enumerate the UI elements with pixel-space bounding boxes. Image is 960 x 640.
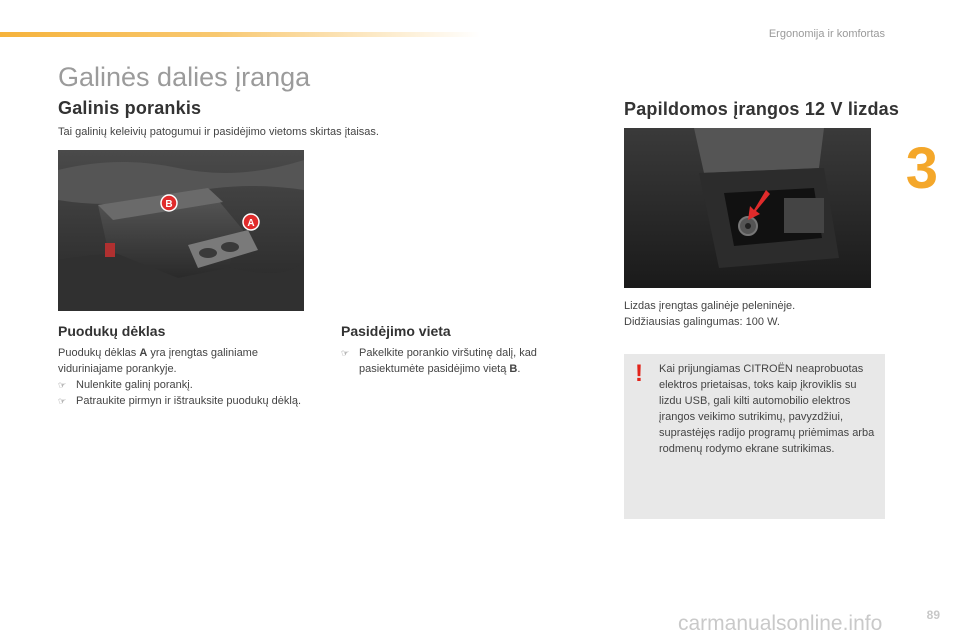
label-b: B bbox=[165, 199, 173, 210]
bullet-icon: ☞ bbox=[58, 396, 67, 406]
chapter-number: 3 bbox=[905, 136, 938, 201]
socket-text bbox=[624, 298, 884, 330]
socket-location: Lizdas įrengtas galinėje peleninėje. bbox=[624, 300, 796, 312]
bullet-icon: ☞ bbox=[58, 380, 67, 390]
watermark: carmanualsonline.info bbox=[678, 612, 883, 635]
storage-heading: Pasidėjimo vieta bbox=[341, 323, 451, 339]
warning-box bbox=[624, 354, 885, 519]
bullet-icon: ☞ bbox=[341, 348, 350, 358]
chapter-title: Ergonomija ir komfortas bbox=[768, 28, 885, 40]
page-number: 89 bbox=[926, 608, 940, 622]
armrest-intro: Tai galinių keleivių patogumui ir pasidėjimo vietoms skirtas įtaisas. bbox=[58, 126, 379, 138]
socket-photo bbox=[624, 128, 871, 288]
socket-power: Didžiausias galingumas: 100 W. bbox=[624, 316, 780, 328]
armrest-photo bbox=[58, 150, 304, 311]
socket-heading: Papildomos įrangos 12 V lizdas bbox=[624, 99, 900, 119]
warning-icon: ! bbox=[635, 360, 643, 387]
warning-text: Kai prijungiamas CITROËN neaprobuotas elektros prietaisas, toks kaip įkroviklis su lizdu USB, gali kilti automobilio elektros įrangos veikimo sutrikimų, pavyzdžiui, suprastėjęs radijo programų priėmimas arba rodmenų rodymo ekrane sutrikimas. bbox=[659, 363, 875, 455]
cupholder-text: Puodukų dėklas A yra įrengtas galiniame viduriniajame porankyje. ☞ Nulenkite galinį porankį. ☞ Patraukite pirmyn ir ištrauksite puodukų dėklą. bbox=[58, 345, 308, 409]
cupholder-bullet-1: ☞ Nulenkite galinį porankį. bbox=[58, 379, 193, 391]
storage-text bbox=[341, 345, 576, 377]
armrest-heading: Galinis porankis bbox=[58, 98, 202, 118]
cupholder-bullet-2: ☞ Patraukite pirmyn ir ištrauksite puodukų dėklą. bbox=[58, 395, 301, 407]
header-accent-bar bbox=[0, 32, 480, 37]
storage-bullet: ☞ Pakelkite porankio viršutinę dalį, kad pasiektumėte pasidėjimo vietą B. bbox=[341, 347, 537, 375]
label-a: A bbox=[247, 218, 255, 229]
cupholder-heading: Puodukų dėklas bbox=[58, 323, 166, 339]
page-title: Galinės dalies įranga bbox=[58, 62, 311, 92]
